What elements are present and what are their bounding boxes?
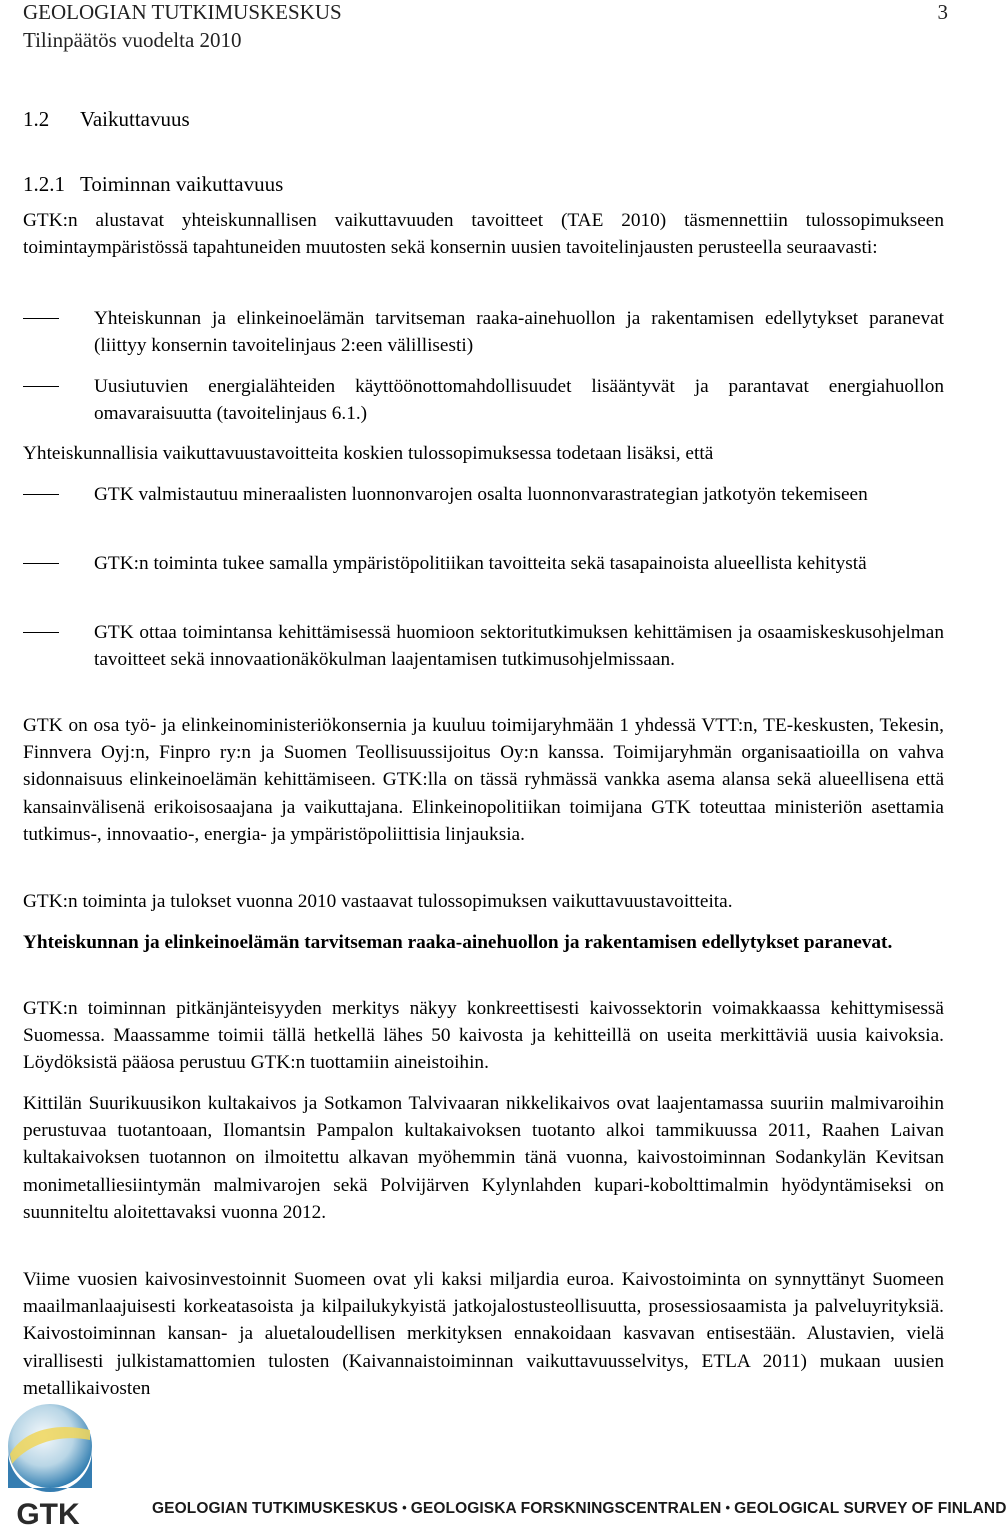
- paragraph-text: Viime vuosien kaivosinvestoinnit Suomeen ovat yli kaksi miljardia euroa. Kaivostoiminta on synnyttänyt Suomeen maailmanlaajuisesti korkeatasoista ja kilpailukykyistä jatkojalostusteollisuutta, prosessiosaamista ja palveluyrityksiä. Kaivostoiminnan kansan- ja aluetaloudellisen merkityksen ennakoidaan kasvavan entisestään. Alustavien, vielä virallisesti julkistamattomien tulosten (Kaivannaistoiminnan vaikuttavuusselvitys, ETLA 2011) mukaan uusien metallikaivosten: [23, 1269, 944, 1399]
- list-item: [23, 481, 944, 508]
- list-item: [23, 305, 944, 359]
- list-item-text: GTK ottaa toimintansa kehittämisessä huomioon sektoritutkimuksen kehittämisen ja osaamiskeskusohjelman tavoitteet sekä innovaationäkökulman laajentamisen tutkimusohjelmissaan.: [94, 622, 944, 671]
- footer-separator: •: [402, 1500, 407, 1515]
- gtk-logo: [4, 1400, 92, 1531]
- bold-subheading-text: Yhteiskunnan ja elinkeinoelämän tarvitseman raaka-ainehuollon ja rakentamisen edellytykset paranevat.: [23, 932, 893, 953]
- section-number: 1.2: [23, 107, 50, 131]
- paragraph: [23, 1090, 944, 1226]
- list-item-text: GTK valmistautuu mineraalisten luonnonvarojen osalta luonnonvarastrategian jatkotyön tekemiseen: [94, 484, 868, 505]
- section-title: Vaikuttavuus: [80, 107, 190, 131]
- intro-text: GTK:n alustavat yhteiskunnallisen vaikuttavuuden tavoitteet (TAE 2010) täsmennettiin tulossopimukseen toimintaympäristössä tapahtuneiden muutosten sekä konsernin uusien tavoitelinjausten perusteella seuraavasti:: [23, 210, 944, 259]
- paragraph-text: GTK:n toiminta ja tulokset vuonna 2010 vastaavat tulossopimuksen vaikuttavuustavoitteita.: [23, 891, 733, 912]
- paragraph: [23, 1266, 944, 1402]
- footer-separator: •: [725, 1500, 731, 1515]
- dash-bullet: [23, 318, 59, 319]
- paragraph-text: GTK on osa työ- ja elinkeinoministeriökonsernia ja kuuluu toimijaryhmään 1 yhdessä VTT:n, TE-keskusten, Tekesin, Finnvera Oyj:n, Finpro ry:n ja Suomen Teollisuussijoitus Oy:n kanssa. Toimijaryhmän organisaatioilla on vahva sidonnaisuus elinkeinoelämän kehittämiseen. GTK:lla on tässä ryhmässä vankka asema alansa sekä alueellisena että kansainvälisenä erikoisosaajana ja vaikuttajana. Elinkeinopolitiikan toimijana GTK toteuttaa ministeriön asettamia tutkimus-, innovaatio-, energia- ja ympäristöpoliittisia linjauksia.: [23, 715, 944, 845]
- header-organization: GEOLOGIAN TUTKIMUSKESKUS: [23, 0, 342, 24]
- gtk-logo-text: GTK: [16, 1498, 80, 1531]
- subsection-number: 1.2.1: [23, 172, 65, 196]
- paragraph-text: GTK:n toiminnan pitkänjänteisyyden merkitys näkyy konkreettisesti kaivossektorin voimakkaassa kehittymisessä Suomessa. Maassamme toimii tällä hetkellä lähes 50 kaivosta ja kehitteillä on useita merkittäviä uusia kaivoksia. Löydöksistä pääosa perustuu GTK:n tuottamiin aineistoihin.: [23, 998, 944, 1074]
- dash-bullet: [23, 494, 59, 495]
- paragraph: [23, 712, 944, 848]
- subsection-heading: [23, 171, 283, 197]
- paragraph-text: Kittilän Suurikuusikon kultakaivos ja Sotkamon Talvivaaran nikkelikaivos ovat laajentamassa suuriin malmivaroihin perustuvaa tuotantoaan, Ilomantsin Pampalon kultakaivoksen tuotanto alkoi tammikuussa 2011, Raahen Laivan kultakaivoksen tuotannon on ilmoitettu alkavan myöhemmin tänä vuonna, kaivostoiminnan Sodankylän Kevitsan monimetalliesiintymän malmivarojen sekä Polvijärven Kylynlahden kupari-kobolttimalmin hyödyntämiseksi on suunniteltu aloitettavaksi vuonna 2012.: [23, 1093, 944, 1223]
- subsection-title: Toiminnan vaikuttavuus: [80, 172, 284, 196]
- list-item-text: Uusiutuvien energialähteiden käyttöönottomahdollisuudet lisääntyvät ja parantavat energiahuollon omavaraisuutta (tavoitelinjaus 6.1.): [94, 376, 944, 425]
- list-item: [23, 373, 944, 427]
- footer-name-fi: GEOLOGIAN TUTKIMUSKESKUS: [152, 1500, 399, 1517]
- dash-bullet: [23, 386, 59, 387]
- paragraph: [23, 888, 944, 915]
- list-item-text: GTK:n toiminta tukee samalla ympäristöpolitiikan tavoitteita sekä tasapainoista alueellista kehitystä: [94, 553, 867, 574]
- paragraph: [23, 995, 944, 1077]
- footer-name-sv: GEOLOGISKA FORSKNINGSCENTRALEN: [410, 1500, 722, 1517]
- section-heading: [23, 106, 190, 132]
- page-number: 3: [937, 0, 948, 24]
- header-subtitle: Tilinpäätös vuodelta 2010: [23, 28, 242, 52]
- list-item: [23, 619, 944, 673]
- intro-paragraph: [23, 207, 944, 261]
- dash-bullet: [23, 563, 59, 564]
- bold-subheading: [23, 929, 944, 956]
- footer-organization-names: [152, 1500, 1007, 1518]
- dash-bullet: [23, 632, 59, 633]
- paragraph-text: Yhteiskunnallisia vaikuttavuustavoitteita koskien tulossopimuksessa todetaan lisäksi, että: [23, 443, 714, 464]
- footer-name-en: GEOLOGICAL SURVEY OF FINLAND: [734, 1500, 1007, 1517]
- paragraph: [23, 440, 944, 467]
- list-item: [23, 550, 944, 577]
- list-item-text: Yhteiskunnan ja elinkeinoelämän tarvitseman raaka-ainehuollon ja rakentamisen edellytykset paranevat (liittyy konsernin tavoitelinjaus 2:een välillisesti): [94, 308, 944, 357]
